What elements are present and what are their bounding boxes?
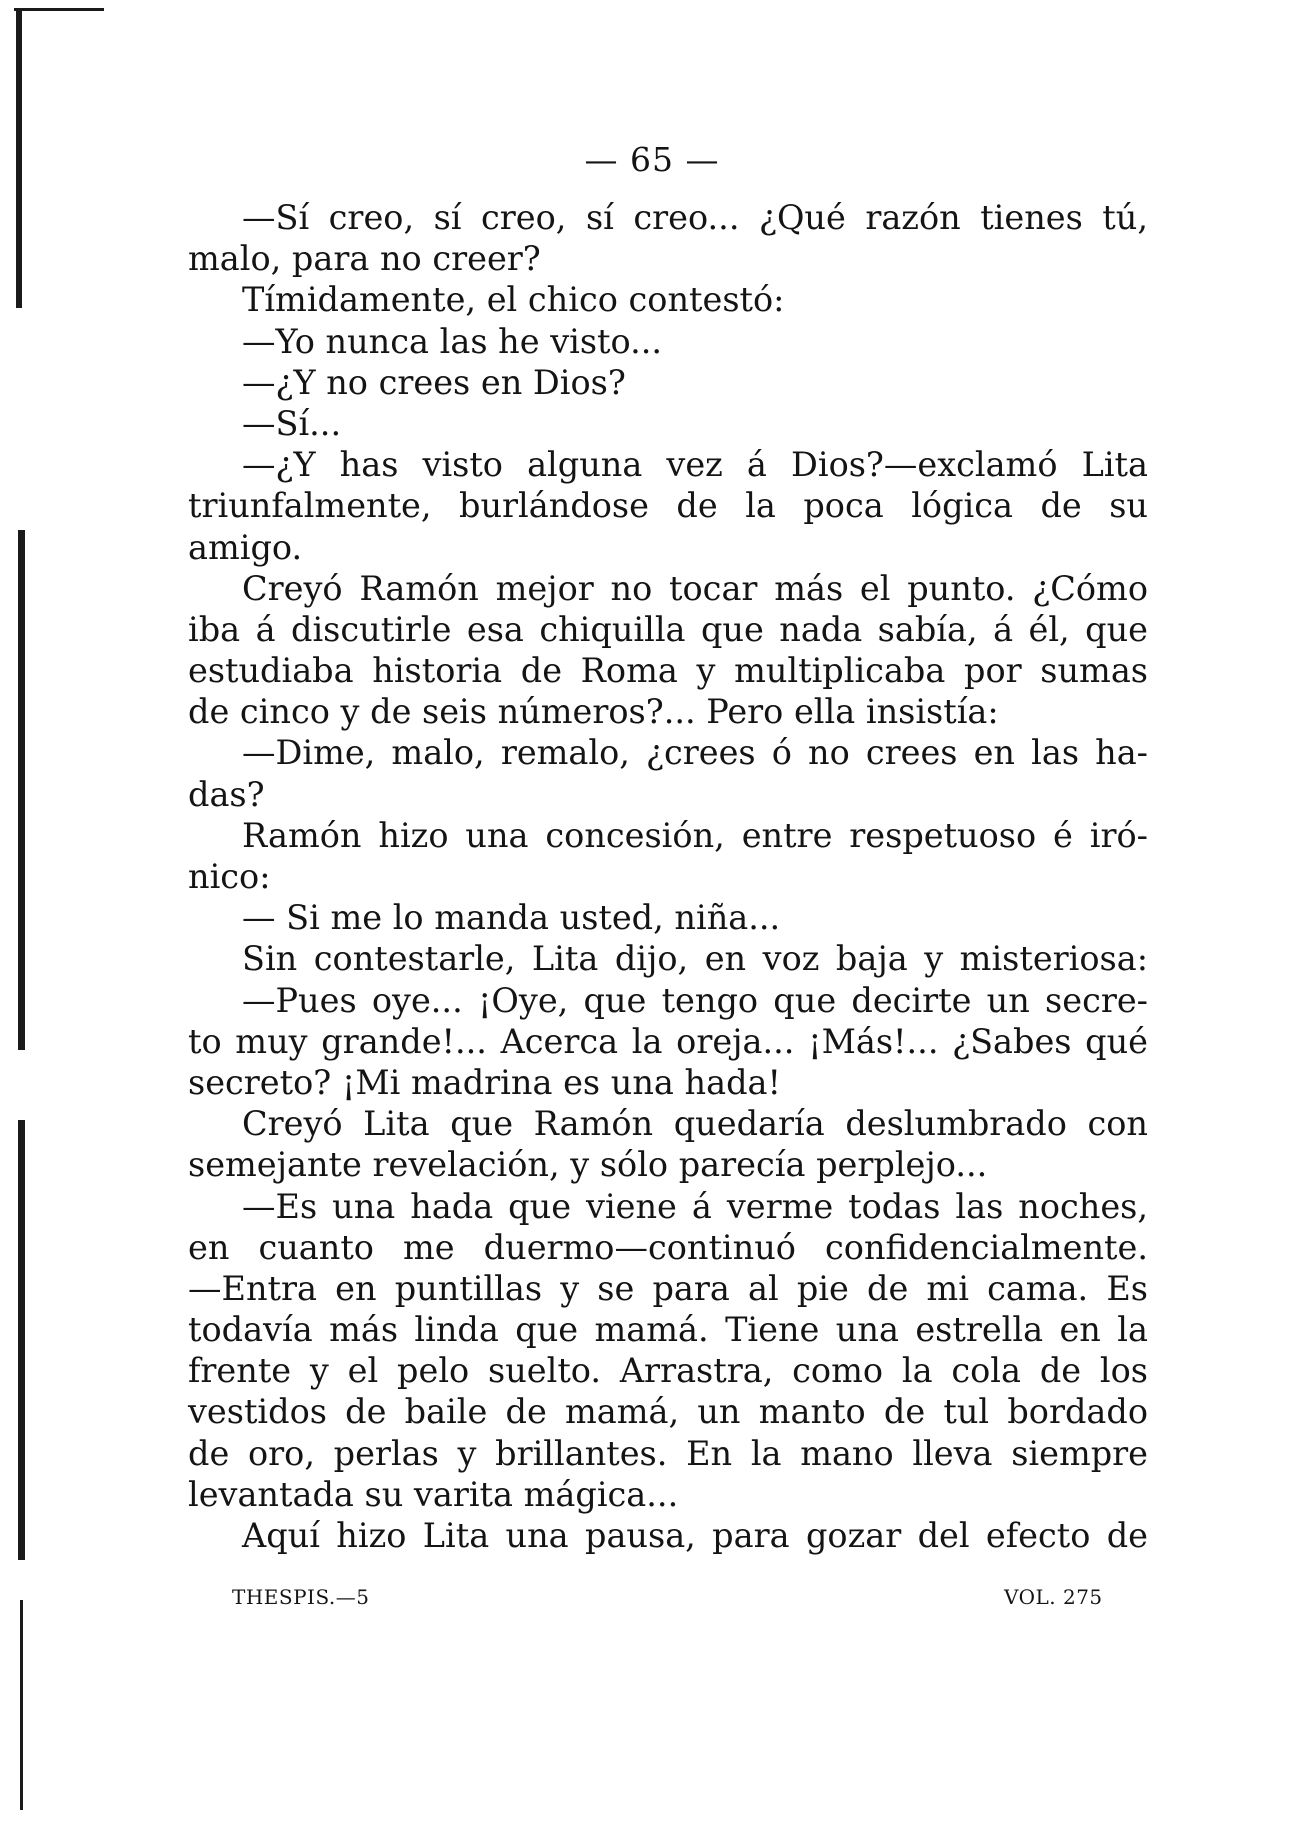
text-line: de oro, perlas y brillantes. En la mano lleva siempre: [188, 1433, 1148, 1473]
text-line: —¿Y no crees en Dios?: [242, 362, 626, 402]
text-line: —Yo nunca las he visto...: [242, 321, 663, 361]
text-line: —Sí...: [242, 403, 342, 443]
binding-edge-middle: [18, 530, 25, 1050]
text-line: en cuanto me duermo—continuó confidencialmente.: [188, 1227, 1148, 1267]
text-line: todavía más linda que mamá. Tiene una estrella en la: [188, 1310, 1148, 1350]
text-line: nico:: [188, 857, 271, 896]
text-line: frente y el pelo suelto. Arrastra, como la cola de los: [188, 1351, 1148, 1391]
footer-volume: VOL. 275: [1004, 1585, 1103, 1609]
text-line: triunfalmente, burlándose de la poca lógica de su: [188, 486, 1148, 526]
text-line: Aquí hizo Lita una pausa, para gozar del efecto de: [242, 1516, 1148, 1555]
text-line: das?: [188, 774, 265, 814]
text-line: —Es una hada que viene á verme todas las noches,: [242, 1186, 1148, 1226]
text-line: secreto? ¡Mi madrina es una hada!: [188, 1062, 781, 1102]
binding-edge-lower: [18, 1120, 25, 1560]
text-line: malo, para no creer?: [188, 239, 541, 279]
text-line: levantada su varita mágica...: [188, 1474, 679, 1514]
text-line: Tímidamente, el chico contestó:: [242, 280, 785, 320]
text-line: de cinco y de seis números?... Pero ella insistía:: [188, 692, 999, 732]
text-line: —Entra en puntillas y se para al pie de mi cama. Es: [188, 1268, 1148, 1308]
text-line: Sin contestarle, Lita dijo, en voz baja y misteriosa:: [242, 939, 1148, 979]
footer-signature: THESPIS.—5: [232, 1585, 370, 1609]
text-line: Creyó Lita que Ramón quedaría deslumbrado con: [242, 1104, 1148, 1144]
text-line: —Pues oye... ¡Oye, que tengo que decirte un secre-: [242, 980, 1148, 1020]
text-line: —Dime, malo, remalo, ¿crees ó no crees en las ha-: [242, 733, 1148, 773]
text-line: Creyó Ramón mejor no tocar más el punto. ¿Cómo: [242, 568, 1148, 608]
text-line: Ramón hizo una concesión, entre respetuoso é iró-: [242, 815, 1148, 855]
binding-edge-top: [14, 8, 104, 11]
text-line: —Sí creo, sí creo, sí creo... ¿Qué razón tienes tú,: [242, 198, 1148, 237]
text-line: semejante revelación, y sólo parecía perplejo...: [188, 1145, 988, 1185]
text-line: estudiaba historia de Roma y multiplicaba por sumas: [188, 651, 1148, 691]
page-number: — 65 —: [584, 140, 720, 179]
text-line: — Si me lo manda usted, niña...: [242, 898, 781, 938]
text-line: to muy grande!... Acerca la oreja... ¡Más!... ¿Sabes qué: [188, 1021, 1148, 1061]
text-line: amigo.: [188, 527, 303, 567]
body-text: [188, 197, 1148, 1556]
text-line: iba á discutirle esa chiquilla que nada sabía, á él, que: [188, 609, 1148, 649]
binding-edge-bottom: [20, 1600, 23, 1810]
text-line: —¿Y has visto alguna vez á Dios?—exclamó Lita: [242, 445, 1148, 485]
text-line: vestidos de baile de mamá, un manto de tul bordado: [188, 1392, 1148, 1432]
